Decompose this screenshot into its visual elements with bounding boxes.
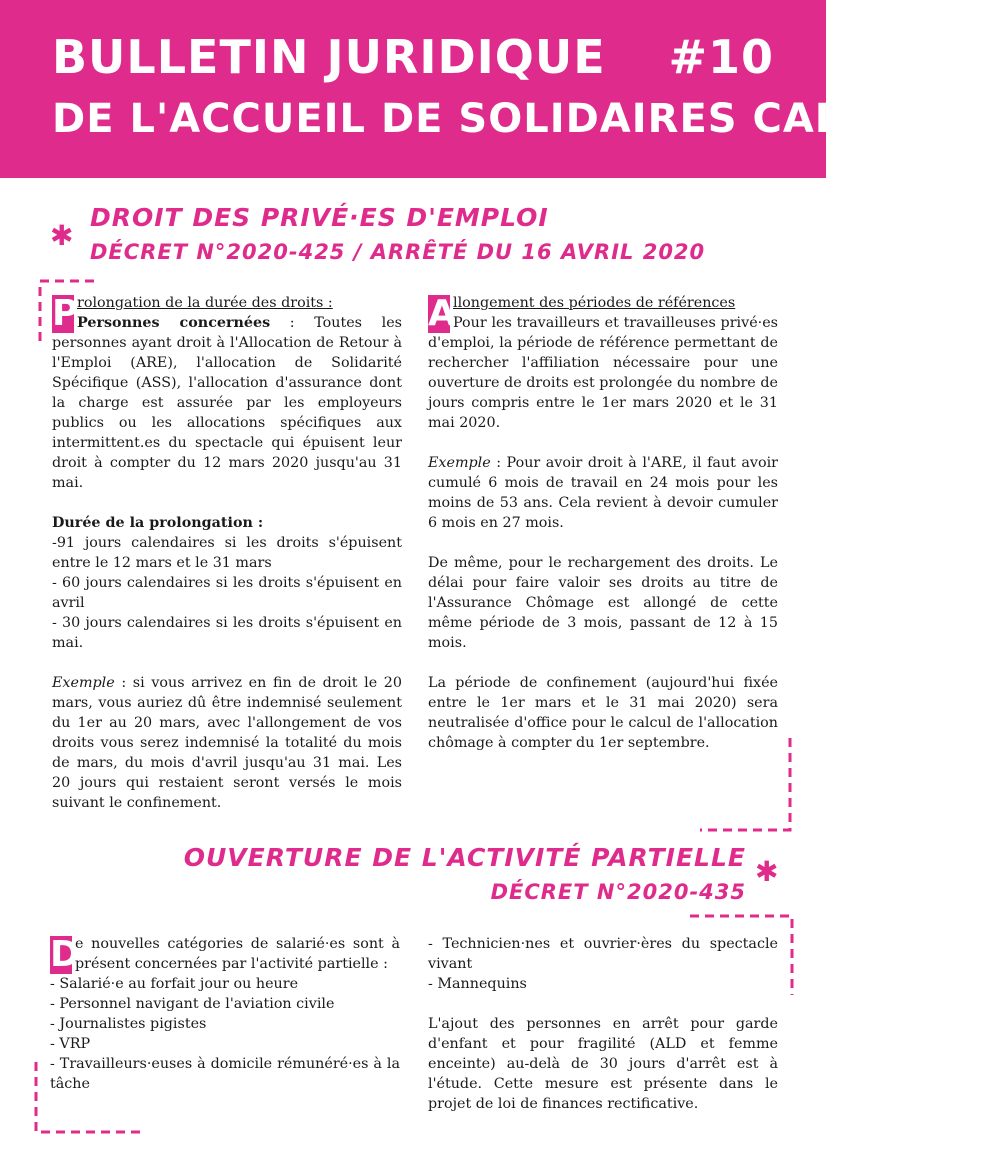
section2-column-left	[50, 934, 400, 1094]
section1-column-left	[52, 293, 402, 813]
exemple-text-2: : Pour avoir droit à l'ARE, il faut avoir cumulé 6 mois de travail en 24 mois pour les moins de 53 ans. Cela revient à devoir cumuler 6 mois en 27 mois.	[428, 455, 778, 531]
allongement-heading: llongement des périodes de références	[453, 295, 736, 311]
exemple-label-2: Exemple	[428, 455, 491, 471]
duree-line-3: - 30 jours calendaires si les droits s'épuisent en mai.	[52, 615, 402, 651]
garde-enfant-text: L'ajout des personnes en arrêt pour garde d'enfant et pour fragilité (ALD et femme enceinte) au-delà de 30 jours d'arrêt est à l'étude. Cette mesure est présente dans le projet de loi de finances rectificative.	[428, 1016, 778, 1112]
exemple-label: Exemple	[52, 675, 115, 691]
list-item: - Personnel navigant de l'aviation civile	[50, 996, 335, 1012]
section2-column-right	[428, 934, 778, 1114]
section2-title: OUVERTURE DE L'ACTIVITÉ PARTIELLE	[183, 843, 746, 872]
asterisk-icon: ✱	[50, 219, 74, 252]
list-item: - VRP	[50, 1036, 91, 1052]
bulletin-title-line1: BULLETIN JURIDIQUE	[52, 30, 606, 84]
personnes-concernees-label: Personnes concernées	[77, 315, 271, 331]
list-item: - Mannequins	[428, 976, 527, 992]
asterisk-icon: ✱	[755, 855, 779, 888]
allongement-text: Pour les travailleurs et travailleuses privé·es d'emploi, la période de référence permettant de rechercher l'affiliation nécessaire pour une ouverture de droits est prolongée du nombre de jours compris entre le 1er mars 2020 et le 31 mai 2020.	[428, 315, 778, 431]
list-item: - Journalistes pigistes	[50, 1016, 207, 1032]
exemple-text: : si vous arrivez en fin de droit le 20 mars, vous auriez dû être indemnisé seulement du 1er au 20 mars, avec l'allongement de vos droits vous serez indemnisé la totalité du mois de mars, du mois d'avril jusqu'au 31 mai. Les 20 jours qui restaient seront versés le mois suivant le confinement.	[52, 675, 402, 811]
list-item: - Technicien·nes et ouvrier·ères du spectacle vivant	[428, 936, 778, 972]
prolongation-heading: rolongation de la durée des droits :	[77, 295, 333, 311]
list-item: - Travailleurs·euses à domicile rémunéré·es à la tâche	[50, 1056, 400, 1092]
list-item: - Salarié·e au forfait jour ou heure	[50, 976, 299, 992]
section1-title: DROIT DES PRIVÉ·ES D'EMPLOI	[90, 203, 549, 232]
activite-partielle-intro: e nouvelles catégories de salarié·es sont à présent concernées par l'activité partielle :	[75, 936, 400, 972]
dropcap-d: D	[50, 934, 80, 975]
personnes-concernees-text: : Toutes les personnes ayant droit à l'Allocation de Retour à l'Emploi (ARE), l'allocation de Solidarité Spécifique (ASS), l'allocation d'assurance dont la charge est assurée par les employeurs publics ou les allocations spécifiques aux intermittent.es du spectacle qui épuisent leur droit à compter du 12 mars 2020 jusqu'au 31 mai.	[52, 315, 402, 491]
confinement-text: La période de confinement (aujourd'hui fixée entre le 1er mars et le 31 mai 2020) sera neutralisée d'office pour le calcul de l'allocation chômage à compter du 1er septembre.	[428, 675, 778, 751]
bulletin-title-line2: DE L'ACCUEIL DE SOLIDAIRES CALVADOS	[52, 96, 996, 142]
section1-subtitle: DÉCRET N°2020-425 / ARRÊTÉ DU 16 AVRIL 2020	[90, 240, 706, 264]
section1-column-right	[428, 293, 778, 753]
section2-subtitle: DÉCRET N°2020-435	[490, 880, 746, 904]
dropcap-p: P	[52, 293, 79, 334]
rechargement-text: De même, pour le rechargement des droits. Le délai pour faire valoir ses droits au titre de l'Assurance Chômage est allongé de cette même période de 3 mois, passant de 12 à 15 mois.	[428, 555, 778, 651]
duree-line-2: - 60 jours calendaires si les droits s'épuisent en avril	[52, 575, 402, 611]
duree-line-1: -91 jours calendaires si les droits s'épuisent entre le 12 mars et le 31 mars	[52, 535, 402, 571]
duree-prolongation-heading: Durée de la prolongation :	[52, 515, 264, 531]
issue-number: #10	[668, 30, 774, 84]
dropcap-a: A	[428, 293, 456, 334]
